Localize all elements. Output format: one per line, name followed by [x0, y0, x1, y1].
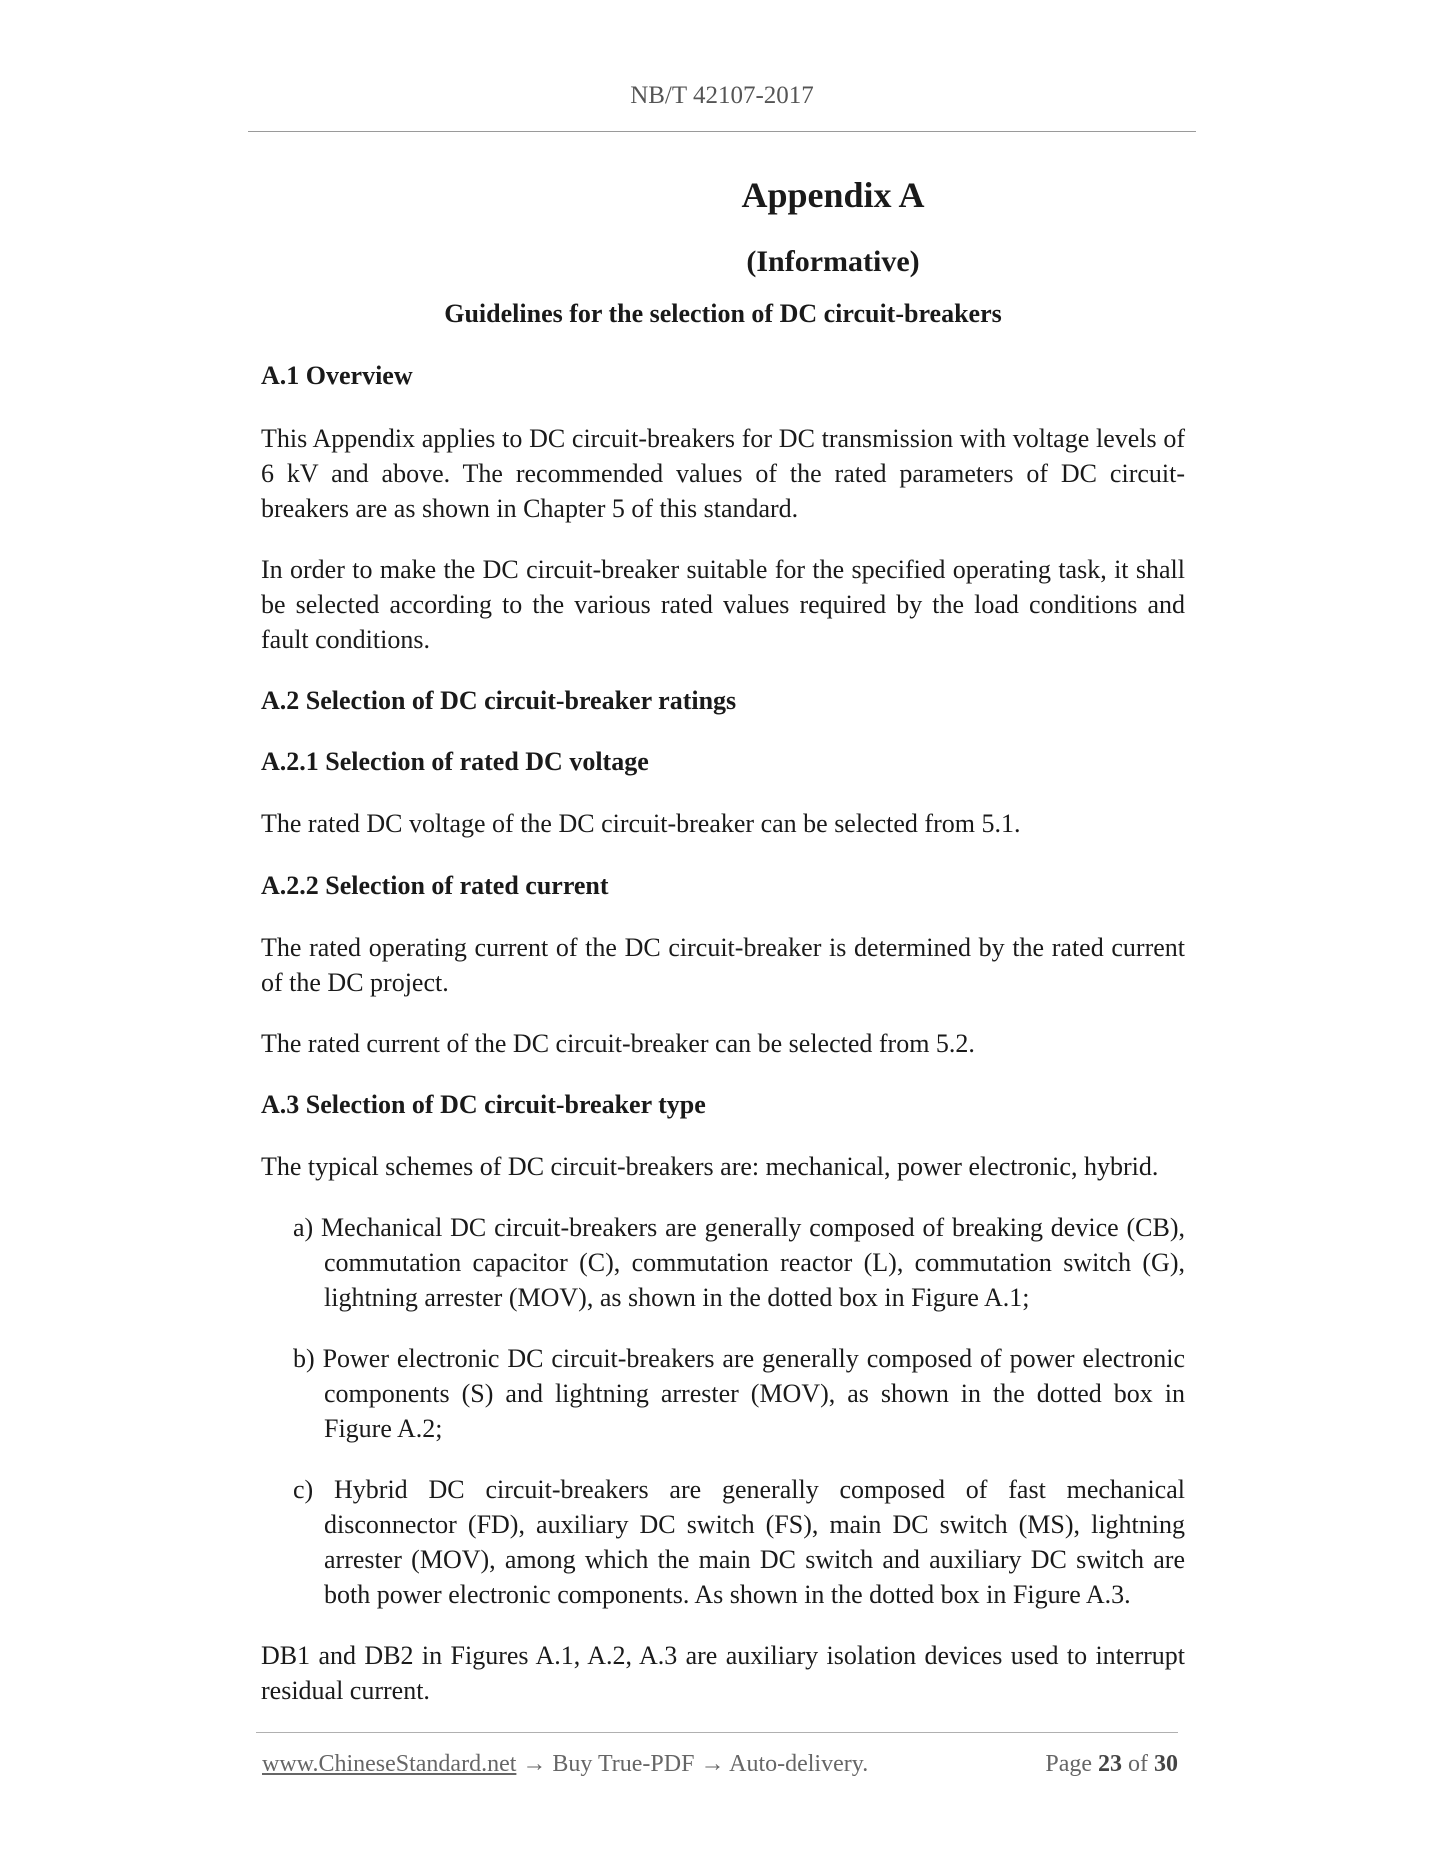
- footer-site-link[interactable]: www.ChineseStandard.net: [262, 1751, 517, 1777]
- paragraph-a3: The typical schemes of DC circuit-breakers are: mechanical, power electronic, hybrid.: [261, 1152, 1159, 1181]
- page-header-standard-number: NB/T 42107-2017: [630, 82, 814, 109]
- header-divider: [248, 131, 1196, 132]
- page-content: [261, 170, 1185, 1708]
- page-of: of: [1128, 1751, 1148, 1777]
- footer-divider: [256, 1732, 1178, 1733]
- page-label: Page: [1045, 1751, 1092, 1777]
- appendix-subtitle: (Informative): [746, 245, 920, 278]
- list-item-mechanical: a) Mechanical DC circuit-breakers are generally composed of breaking device (CB), commutation capacitor (C), commutation reactor (L), commutation switch (G), lightning arrester (MOV), as shown in the dotted box in Figure A.1;: [293, 1213, 1185, 1312]
- section-heading-a3: A.3 Selection of DC circuit-breaker type: [261, 1090, 706, 1119]
- paragraph-a1-1: This Appendix applies to DC circuit-breakers for DC transmission with voltage levels of 6 kV and above. The recommended values of the rated parameters of DC circuit-breakers are as shown in Chapter 5 of this standard.: [261, 424, 1185, 523]
- list-item-hybrid: c) Hybrid DC circuit-breakers are generally composed of fast mechanical disconnector (FD), auxiliary DC switch (FS), main DC switch (MS), lightning arrester (MOV), among which the main DC switch and auxiliary DC switch are both power electronic components. As shown in the dotted box in Figure A.3.: [293, 1475, 1185, 1609]
- page-total: 30: [1154, 1751, 1178, 1777]
- appendix-title: Appendix A: [741, 175, 925, 215]
- paragraph-a22-1: The rated operating current of the DC circuit-breaker is determined by the rated current of the DC project.: [261, 933, 1185, 997]
- paragraph-a3-closing: DB1 and DB2 in Figures A.1, A.2, A.3 are auxiliary isolation devices used to interrupt residual current.: [261, 1641, 1185, 1705]
- footer-promo-text: → Buy True-PDF → Auto-delivery.: [516, 1751, 869, 1777]
- paragraph-a22-2: The rated current of the DC circuit-breaker can be selected from 5.2.: [261, 1029, 975, 1058]
- paragraph-a1-2: In order to make the DC circuit-breaker suitable for the specified operating task, it shall be selected according to the various rated values required by the load conditions and fault conditions.: [261, 555, 1185, 654]
- section-heading-a21: A.2.1 Selection of rated DC voltage: [261, 747, 649, 776]
- appendix-guideline-title: Guidelines for the selection of DC circuit-breakers: [444, 299, 1002, 328]
- section-heading-a1: A.1 Overview: [261, 361, 413, 390]
- section-heading-a22: A.2.2 Selection of rated current: [261, 871, 609, 900]
- list-item-power-electronic: b) Power electronic DC circuit-breakers are generally composed of power electronic components (S) and lightning arrester (MOV), as shown in the dotted box in Figure A.2;: [293, 1344, 1185, 1443]
- page-current: 23: [1098, 1751, 1122, 1777]
- footer-promo: [262, 1751, 868, 1778]
- section-heading-a2: A.2 Selection of DC circuit-breaker ratings: [261, 686, 737, 715]
- paragraph-a21: The rated DC voltage of the DC circuit-breaker can be selected from 5.1.: [261, 809, 1021, 838]
- footer-page-number: [1045, 1751, 1178, 1778]
